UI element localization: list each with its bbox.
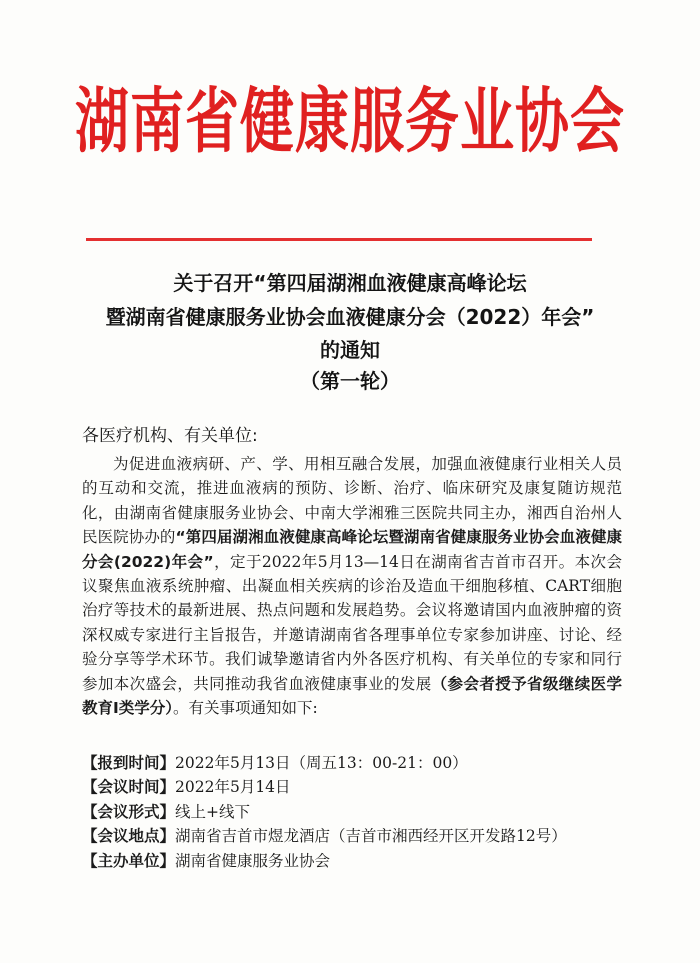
event-name: “第四届湖湘血液健康高峰论坛暨湖南省健康服务业协会血液健康分会(2022)年会” [82, 528, 622, 571]
body-text-1: 为促进血液病研、产、学、用相互融合发展，加强血液健康行业相关人员的互动和交流，推进血液病的预防、诊断、治疗、临床研究及康复随访规范化，由湖南省健康服务业协会、中南大学湘雅三医院共同主办，湘西自治州人民医院协办的 [82, 455, 622, 547]
detail-meeting-format [82, 800, 642, 824]
detail-value: 湖南省吉首市煜龙酒店（吉首市湘西经开区开发路12号） [175, 827, 567, 846]
detail-value: 湖南省健康服务业协会 [175, 851, 331, 870]
notice-title-line-2: 暨湖南省健康服务业协会血液健康分会（2022）年会” [105, 305, 595, 329]
detail-label: 【会议时间】 [82, 778, 176, 797]
detail-registration-time [82, 751, 642, 775]
detail-value: 2022年5月13日（周五13：00-21：00） [175, 754, 468, 772]
meeting-details-list [82, 751, 642, 873]
detail-label: 【会议地点】 [82, 827, 176, 846]
detail-label: 【主办单位】 [82, 851, 176, 870]
detail-meeting-venue [82, 824, 642, 848]
credit-note: （参会者授予省级继续医学教育Ⅰ类学分） [82, 674, 622, 718]
detail-value: 线上+线下 [175, 802, 251, 821]
detail-meeting-time [82, 775, 642, 799]
body-text-2: ，定于2022年5月13—14日在湖南省吉首市召开。本次会议聚焦血液系统肿瘤、出凝血相关疾病的诊治及造血干细胞移植、CART细胞治疗等技术的最新进展、热点问题和发展趋势。会议将邀请国内血液肿瘤的资深权威专家进行主旨报告，并邀请湖南省各理事单位专家参加讲座、讨论、经验分享等学术环节。我们诚挚邀请省内外各医疗机构、有关单位的专家和同行参加本次盛会，共同推动我省血液健康事业的发展 [82, 552, 622, 693]
notice-title-line-3: 的通知 [320, 338, 380, 362]
salutation: 各医疗机构、有关单位: [82, 426, 258, 446]
notice-round-label: （第一轮） [300, 369, 400, 393]
masthead-title: 湖南省健康服务业协会 [75, 79, 625, 163]
detail-organizer [82, 849, 642, 873]
body-paragraph [82, 452, 622, 720]
detail-value: 2022年5月14日 [175, 778, 291, 797]
body-text-3: 。有关事项通知如下: [173, 699, 318, 718]
red-divider-rule [86, 238, 592, 241]
detail-label: 【会议形式】 [82, 802, 176, 821]
notice-title-line-1: 关于召开“第四届湖湘血液健康高峰论坛 [173, 271, 527, 295]
detail-label: 【报到时间】 [82, 754, 176, 772]
